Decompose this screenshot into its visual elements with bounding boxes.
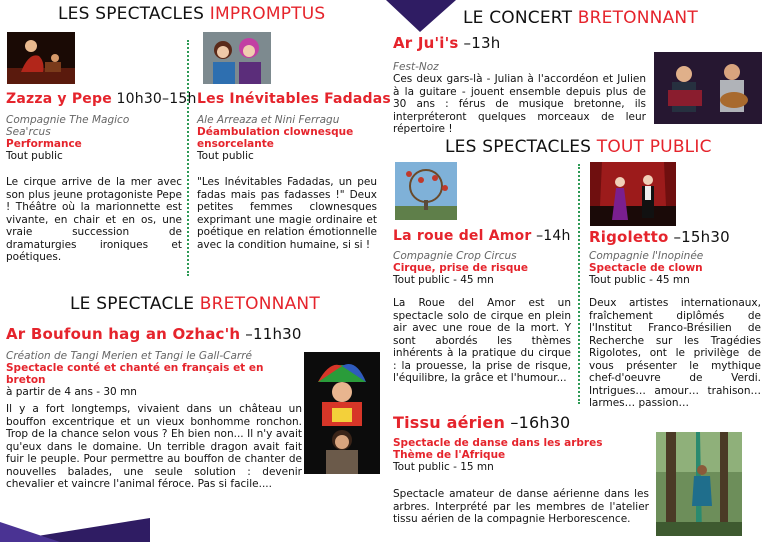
show-title-roue [393,228,571,244]
show-audience: Tout public - 15 mn [393,461,494,473]
zazza-description: Le cirque arrive de la mer avec son plus jeune protagoniste Pepe ! Théâtre où la marionnette est vivante, en chair et en os, une vraie succession de dramaturgies ironiques et poétiques. [6,176,182,263]
section-title-accent: TOUT PUBLIC [596,137,712,157]
show-title-text: Rigoletto [589,228,669,246]
show-time: –15h30 [668,228,730,246]
show-audience: Tout public - 45 mn [393,274,494,286]
section-title-accent: BRETONNANT [577,8,698,28]
company-name: Création de Tangi Merien et Tangi le Gall-Carré [6,350,252,362]
section-title-concert [463,8,698,28]
show-title-rigoletto [589,228,730,246]
show-genre: Spectacle de clown [589,262,703,274]
show-time: 10h30–15h [111,91,197,107]
tissu-description: Spectacle amateur de danse aérienne dans les arbres. Interprété par les membres de l'atelier tissu aérien de la compagnie Herborescence. [393,488,649,525]
show-audience: Tout public [6,150,63,162]
tissu-info [393,437,643,473]
arjuis-photo [654,52,762,124]
corner-decoration-top [386,0,456,32]
section-title-accent: IMPROMPTUS [209,4,326,24]
roue-info [393,250,573,286]
show-time: –14h [531,228,571,244]
company-name: Ale Arreaza et Nini Ferragu [197,114,340,126]
show-genre: Thème de l'Afrique [393,449,506,461]
show-title-text: Ar Boufoun hag an Ozhac'h [6,325,241,343]
show-title-fadadas [197,91,391,107]
show-title-text: La roue del Amor [393,228,532,244]
fadadas-description: "Les Inévitables Fadadas, un peu fadas mais pas fadasses !" Deux petites femmes clownesques exprimant une magie ordinaire et poétique en relation émotionnelle avec la condition humaine, si si ! [197,176,377,251]
show-title-zazza [6,91,197,107]
rigoletto-photo [590,162,676,226]
show-time: –16h30 [505,413,571,432]
rigoletto-info [589,250,761,286]
section-title-tout-public [445,137,712,157]
company-name: Compagnie l'Inopinée [589,250,704,262]
show-title-boufoun [6,325,302,343]
show-title-text: Tissu aérien [393,413,506,432]
show-title-text: Les Inévitables Fadadas [197,91,391,107]
show-time: –11h30 [240,325,302,343]
section-title-bretonnant [70,294,320,314]
corner-decoration-bottom [0,510,150,542]
section-title-prefix: LE CONCERT [463,8,578,28]
tissu-photo [656,432,742,536]
show-genre: Déambulation clownesque [197,126,354,138]
show-title-text: Zazza y Pepe [6,91,112,107]
zazza-info [6,114,182,162]
section-title-prefix: LE SPECTACLE [70,294,200,314]
column-divider [578,164,580,404]
show-audience: Tout public - 45 mn [589,274,690,286]
company-name: Compagnie The Magico [6,114,130,126]
fadadas-info [197,114,377,162]
roue-photo [395,162,457,220]
boufoun-description: Il y a fort longtemps, vivaient dans un château un bouffon excentrique et un vieux bonhomme ronchon. Trop de la chance selon vous ? Eh bien non... Il n'y avait qu'eux dans le domaine. Un terrible dragon avait fait fuir le peuple. Pour permettre au bouffon de chanter de nouvelles balades, une seule solution : devenir chevalier et vaincre l'animal féroce. Pas si facile.... [6,403,302,490]
show-genre: Performance [6,138,82,150]
show-title-arjuis [393,34,500,52]
show-genre: ensorcelante [197,138,274,150]
section-title-prefix: LES SPECTACLES [58,4,210,24]
rigoletto-description: Deux artistes internationaux, fraîchement diplômés de l'Institut Franco-Brésilien de Recherche sur les Tragédies Rigolotes, ont le privilège de vous présenter le mythique chef-d'oeuvre de Verdi. Intrigues… amour… trahison… larmes… passion… [589,297,761,409]
show-audience: à partir de 4 ans - 30 mn [6,386,137,398]
section-title-accent: BRETONNANT [199,294,320,314]
arjuis-description: Ces deux gars-là - Julian à l'accordéon et Julien à la guitare - jouent ensemble depuis plus de 30 ans : férus de musique bretonne, ils interpréteront quelques morceaux de leur répertoire ! [393,73,646,135]
company-name: Fest-Noz [393,61,439,73]
boufoun-photo [304,352,380,474]
zazza-photo [7,32,75,84]
column-divider [187,40,189,276]
show-title-tissu [393,413,570,432]
boufoun-info [6,350,306,398]
roue-description: La Roue del Amor est un spectacle solo de cirque en plein air avec une roue de la mort. Y sont abordés les thèmes inhérents à la pratique du cirque : la prouesse, la prise de risque, l'équilibre, la grâce et l'humour... [393,297,571,384]
company-name: Sea'rcus [6,126,51,138]
show-audience: Tout public [197,150,254,162]
show-genre: Cirque, prise de risque [393,262,528,274]
company-name: Compagnie Crop Circus [393,250,517,262]
section-title-impromptus [58,4,325,24]
fadadas-photo [203,32,271,84]
show-genre: Spectacle de danse dans les arbres [393,437,603,449]
show-genre: Spectacle conté et chanté en français et en breton [6,362,264,386]
section-title-prefix: LES SPECTACLES [445,137,597,157]
show-time: –13h [458,34,501,52]
show-title-text: Ar Ju'i's [393,34,459,52]
